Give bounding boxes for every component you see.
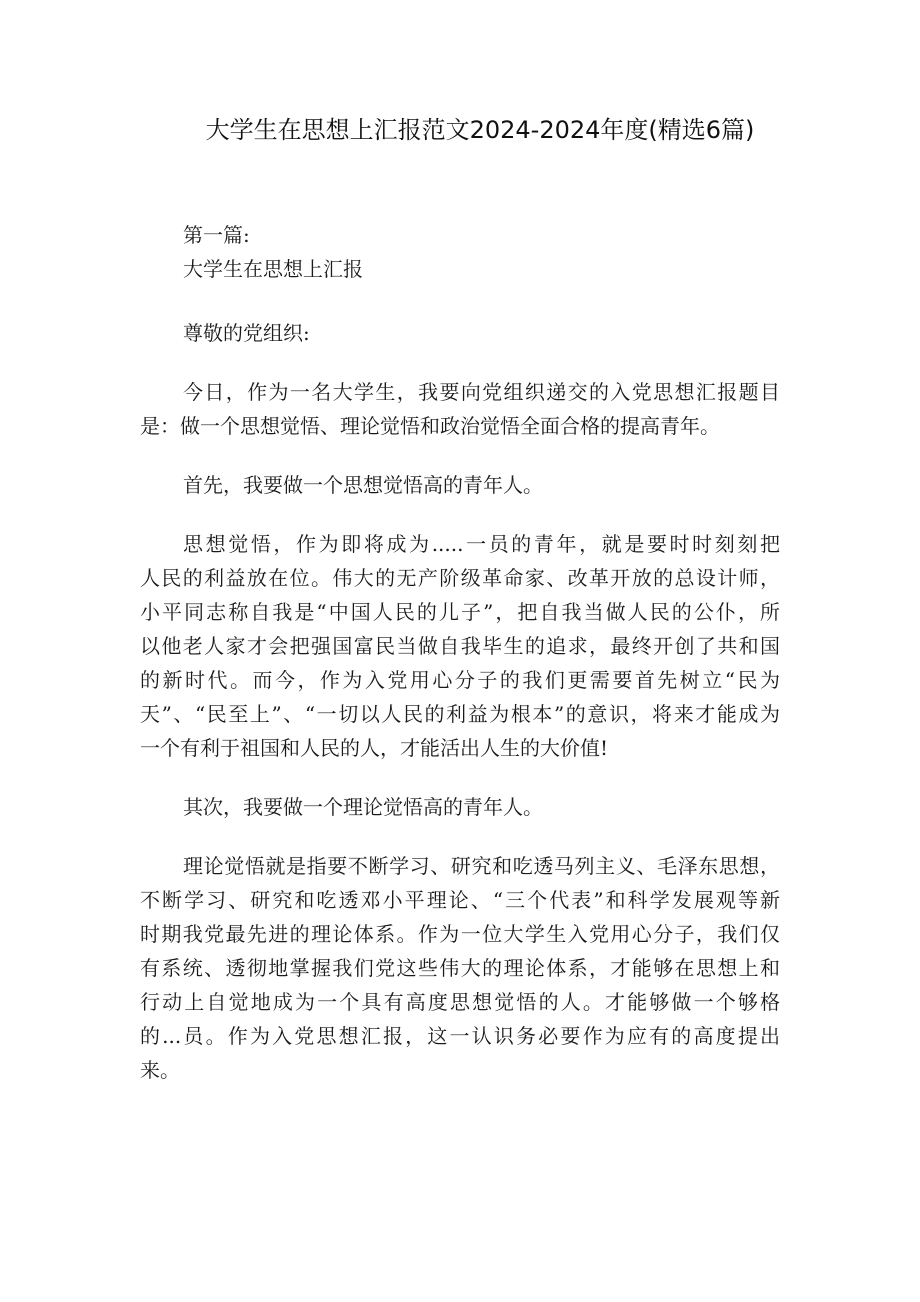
paragraph-line: 是：做一个思想觉悟、理论觉悟和政治觉悟全面合格的提高青年。 <box>140 414 720 438</box>
paragraph-line: 的...员。作为入党思想汇报，这一认识务必要作为应有的高度提出 <box>140 1024 780 1048</box>
salutation: 尊敬的党组织: <box>183 321 310 345</box>
paragraph-line: 不断学习、研究和吃透邓小平理论、“三个代表”和科学发展观等新 <box>140 888 780 912</box>
paragraph-line: 一个有利于祖国和人民的人，才能活出人生的大价值! <box>140 736 609 760</box>
paragraph-5 <box>140 849 780 1087</box>
paragraph-2: 首先，我要做一个思想觉悟高的青年人。 <box>183 473 543 497</box>
paragraph-3 <box>140 527 780 765</box>
paragraph-line: 天”、“民至上”、“一切以人民的利益为根本”的意识，将来才能成为 <box>140 702 780 726</box>
paragraph-line: 有系统、透彻地掌握我们党这些伟大的理论体系，才能够在思想上和 <box>140 956 780 980</box>
section-label: 第一篇: <box>183 223 250 247</box>
document-title: 大学生在思想上汇报范文2024-2024年度(精选6篇) <box>205 116 755 144</box>
paragraph-line: 行动上自觉地成为一个具有高度思想觉悟的人。才能够做一个够格 <box>140 990 780 1014</box>
paragraph-line: 今日，作为一名大学生，我要向党组织递交的入党思想汇报题目 <box>183 380 780 404</box>
paragraph-line: 时期我党最先进的理论体系。作为一位大学生入党用心分子，我们仅 <box>140 922 780 946</box>
paragraph-line: 来。 <box>140 1058 180 1082</box>
paragraph-line: 的新时代。而今，作为入党用心分子的我们更需要首先树立“民为 <box>140 668 780 692</box>
document-body <box>140 218 780 1087</box>
paragraph-line: 小平同志称自我是“中国人民的儿子”，把自我当做人民的公仆，所 <box>140 600 780 624</box>
paragraph-line: 以他老人家才会把强国富民当做自我毕生的追求，最终开创了共和国 <box>140 634 780 658</box>
paragraph-line: 思想觉悟，作为即将成为.....一员的青年，就是要时时刻刻把 <box>183 532 780 556</box>
paragraph-1 <box>140 375 780 443</box>
paragraph-line: 理论觉悟就是指要不断学习、研究和吃透马列主义、毛泽东思想， <box>183 854 780 878</box>
section-title: 大学生在思想上汇报 <box>183 257 363 281</box>
paragraph-line: 人民的利益放在位。伟大的无产阶级革命家、改革开放的总设计师， <box>140 566 780 590</box>
paragraph-4: 其次，我要做一个理论觉悟高的青年人。 <box>183 795 543 819</box>
